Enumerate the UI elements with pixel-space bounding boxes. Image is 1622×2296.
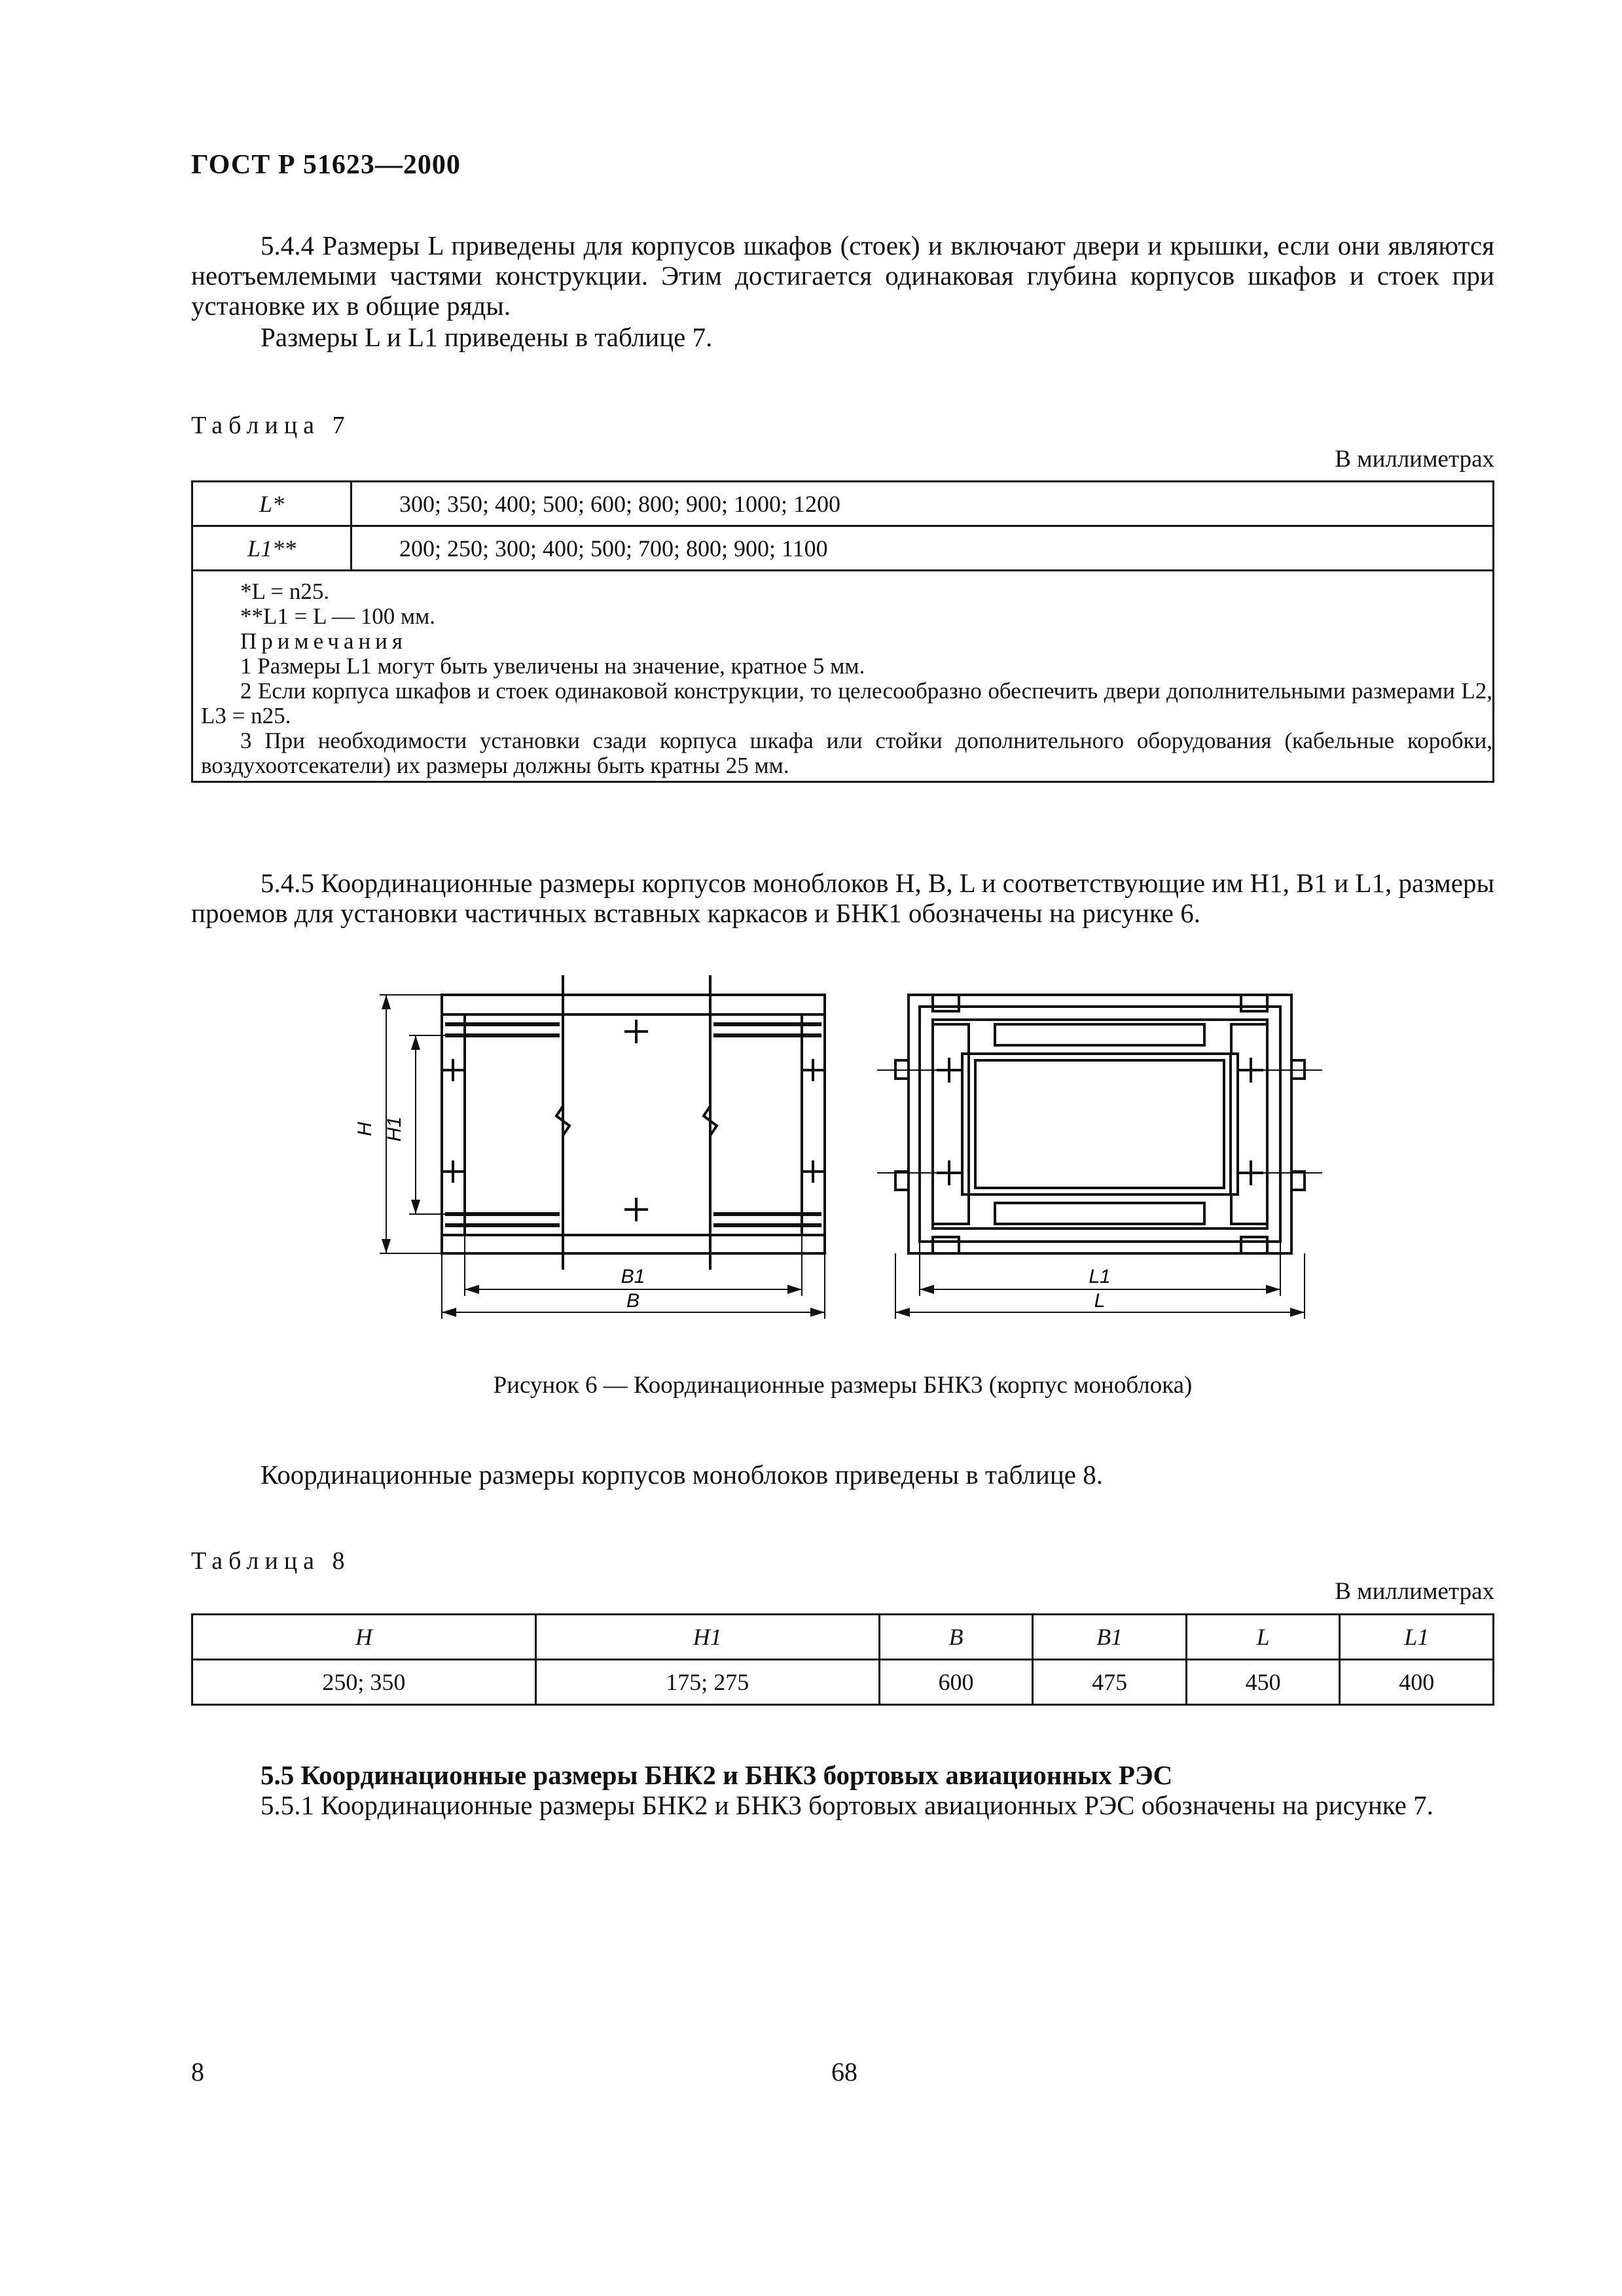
table7-footnote-1: *L = n25. [240,579,330,604]
table7-note-2: 2 Если корпуса шкафов и стоек одинаковой конструкции, то целесообразно обеспечить двери дополнительными размерами L2, L3 = n25. [201,678,1492,728]
front-view-arrows [382,995,825,1317]
doc-code-header: ГОСТ Р 51623—2000 [191,150,461,180]
table8-header-l1: L1 [1340,1615,1494,1660]
page-number-left: 8 [191,2057,204,2087]
table8-value-b: 600 [879,1660,1033,1705]
table7-value-l1: 200; 250; 300; 400; 500; 700; 800; 900; 1100 [351,526,1494,571]
table7-value-l: 300; 350; 400; 500; 600; 800; 900; 1000; 1200 [351,482,1494,526]
table8-value-h: 250; 350 [192,1660,536,1705]
paragraph-5-4-4: 5.4.4 Размеры L приведены для корпусов шкафов (стоек) и включают двери и крышки, если они являются неотъемлемыми частями конструкции. Этим достигается одинаковая глубина корпусов шкафов и стоек при установке их в общие ряды. [191,230,1494,321]
table7-notes-title: Примечания [240,628,408,654]
table7-title: Таблица 7 [191,412,351,439]
table-row [192,526,1494,571]
table7-units: В миллиметрах [1335,446,1494,473]
figure-6-drawing [340,975,1335,1342]
table8-title: Таблица 8 [191,1547,351,1575]
table8-header-b: B [879,1615,1033,1660]
table8-value-b1: 475 [1033,1660,1187,1705]
label-h1: H1 [384,1116,405,1142]
table8-value-h1: 175; 275 [535,1660,879,1705]
table-header-row [192,1615,1494,1660]
table7-note-1: 1 Размеры L1 могут быть увеличены на значение, кратное 5 мм. [240,653,865,679]
table7-footnote-2: **L1 = L — 100 мм. [240,603,435,629]
label-h: H [354,1122,376,1136]
table7-key-l1: L1** [192,526,351,571]
section-5-5-title: 5.5 Координационные размеры БНК2 и БНК3 бортовых авиационных РЭС [261,1760,1173,1790]
table8-header-l: L [1186,1615,1340,1660]
table-8 [191,1613,1494,1706]
figure-6-caption: Рисунок 6 — Координационные размеры БНК3 (корпус моноблока) [493,1372,1193,1399]
table-7 [191,480,1494,783]
table8-header-b1: B1 [1033,1615,1187,1660]
paragraph-5-4-5: 5.4.5 Координационные размеры корпусов моноблоков H, B, L и соответствующие им H1, B1 и L1, размеры проемов для установки частичных вставных каркасов и БНК1 обозначены на рисунке 6. [191,868,1494,928]
table7-notes [192,571,1494,782]
label-l: L [1094,1290,1106,1312]
table8-header-h1: H1 [535,1615,879,1660]
table-row [192,571,1494,782]
table8-header-h: H [192,1615,536,1660]
paragraph-5-4-4-ref: Размеры L и L1 приведены в таблице 7. [261,322,713,352]
table8-value-l: 450 [1186,1660,1340,1705]
table7-note-3: 3 При необходимости установки сзади корпуса шкафа или стойки дополнительного оборудования (кабельные коробки, воздухоотсекатели) их размеры должны быть кратны 25 мм. [201,728,1492,778]
table-row [192,1660,1494,1705]
table-row [192,482,1494,526]
label-b: B [626,1290,640,1312]
paragraph-table8-ref: Координационные размеры корпусов моноблоков приведены в таблице 8. [261,1460,1103,1490]
monoblock-front-view [380,975,825,1319]
table8-value-l1: 400 [1340,1660,1494,1705]
page-number-center: 68 [831,2057,857,2087]
table7-key-l: L* [192,482,351,526]
paragraph-5-5-1: 5.5.1 Координационные размеры БНК2 и БНК3 бортовых авиационных РЭС обозначены на рисунке 7. [261,1790,1433,1820]
label-b1: B1 [621,1266,645,1287]
label-l1: L1 [1089,1266,1111,1287]
table8-units: В миллиметрах [1335,1578,1494,1605]
